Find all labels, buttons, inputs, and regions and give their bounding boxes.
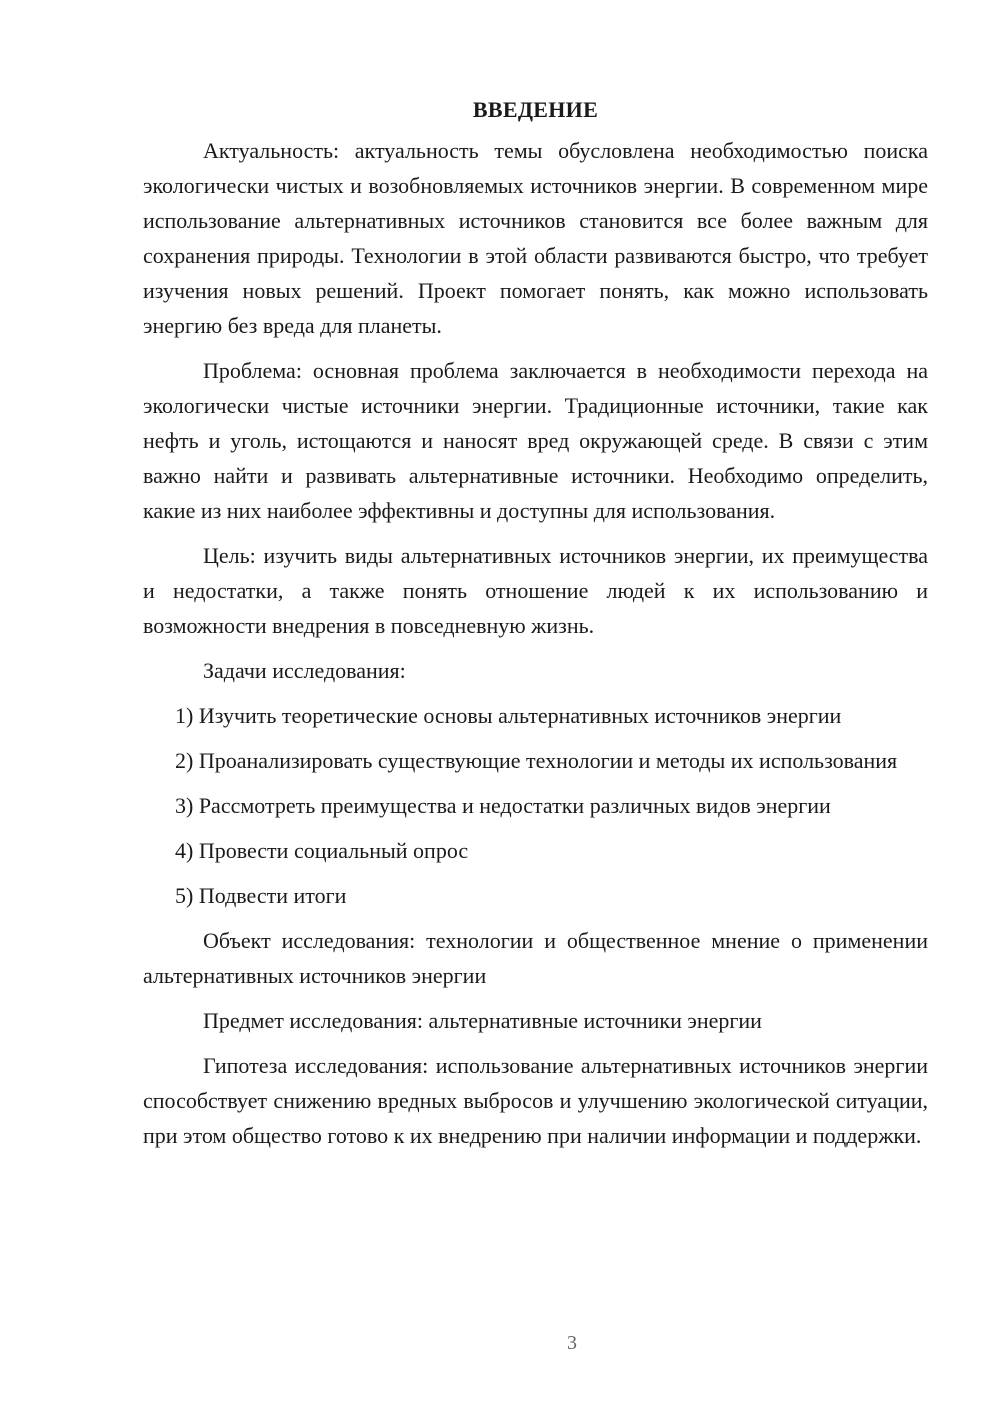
relevance-paragraph: Актуальность: актуальность темы обусловлена необходимостью поиска экологически чистых и возобновляемых источников энергии. В современном мире использование альтернативных источников становится все более важным для сохранения природы. Технологии в этой области развиваются быстро, что требует изучения новых решений. Проект помогает понять, как можно использовать энергию без вреда для планеты.: [143, 138, 928, 338]
document-page: [143, 92, 928, 1163]
hypothesis-paragraph: Гипотеза исследования: использование альтернативных источников энергии способствует снижению вредных выбросов и улучшению экологической ситуации, при этом общество готово к их внедрению при наличии информации и поддержки.: [143, 1053, 928, 1148]
tasks-heading: Задачи исследования:: [203, 658, 406, 683]
task-item-5: 5) Подвести итоги: [175, 883, 347, 908]
task-item-3: 3) Рассмотреть преимущества и недостатки различных видов энергии: [175, 793, 831, 818]
problem-paragraph: Проблема: основная проблема заключается в необходимости перехода на экологически чистые источники энергии. Традиционные источники, такие как нефть и уголь, истощаются и наносят вред окружающей среде. В связи с этим важно найти и развивать альтернативные источники. Необходимо определить, какие из них наиболее эффективны и доступны для использования.: [143, 358, 928, 523]
task-item-2: 2) Проанализировать существующие технологии и методы их использования: [175, 748, 898, 773]
goal-paragraph: Цель: изучить виды альтернативных источников энергии, их преимущества и недостатки, а также понять отношение людей к их использованию и возможности внедрения в повседневную жизнь.: [143, 543, 928, 638]
task-item-4: 4) Провести социальный опрос: [175, 838, 469, 863]
section-title: ВВЕДЕНИЕ: [472, 97, 599, 122]
subject-paragraph: Предмет исследования: альтернативные источники энергии: [203, 1008, 762, 1033]
task-item-1: 1) Изучить теоретические основы альтернативных источников энергии: [175, 703, 842, 728]
object-paragraph: Объект исследования: технологии и общественное мнение о применении альтернативных источников энергии: [143, 928, 928, 988]
page-number: 3: [567, 1332, 577, 1354]
